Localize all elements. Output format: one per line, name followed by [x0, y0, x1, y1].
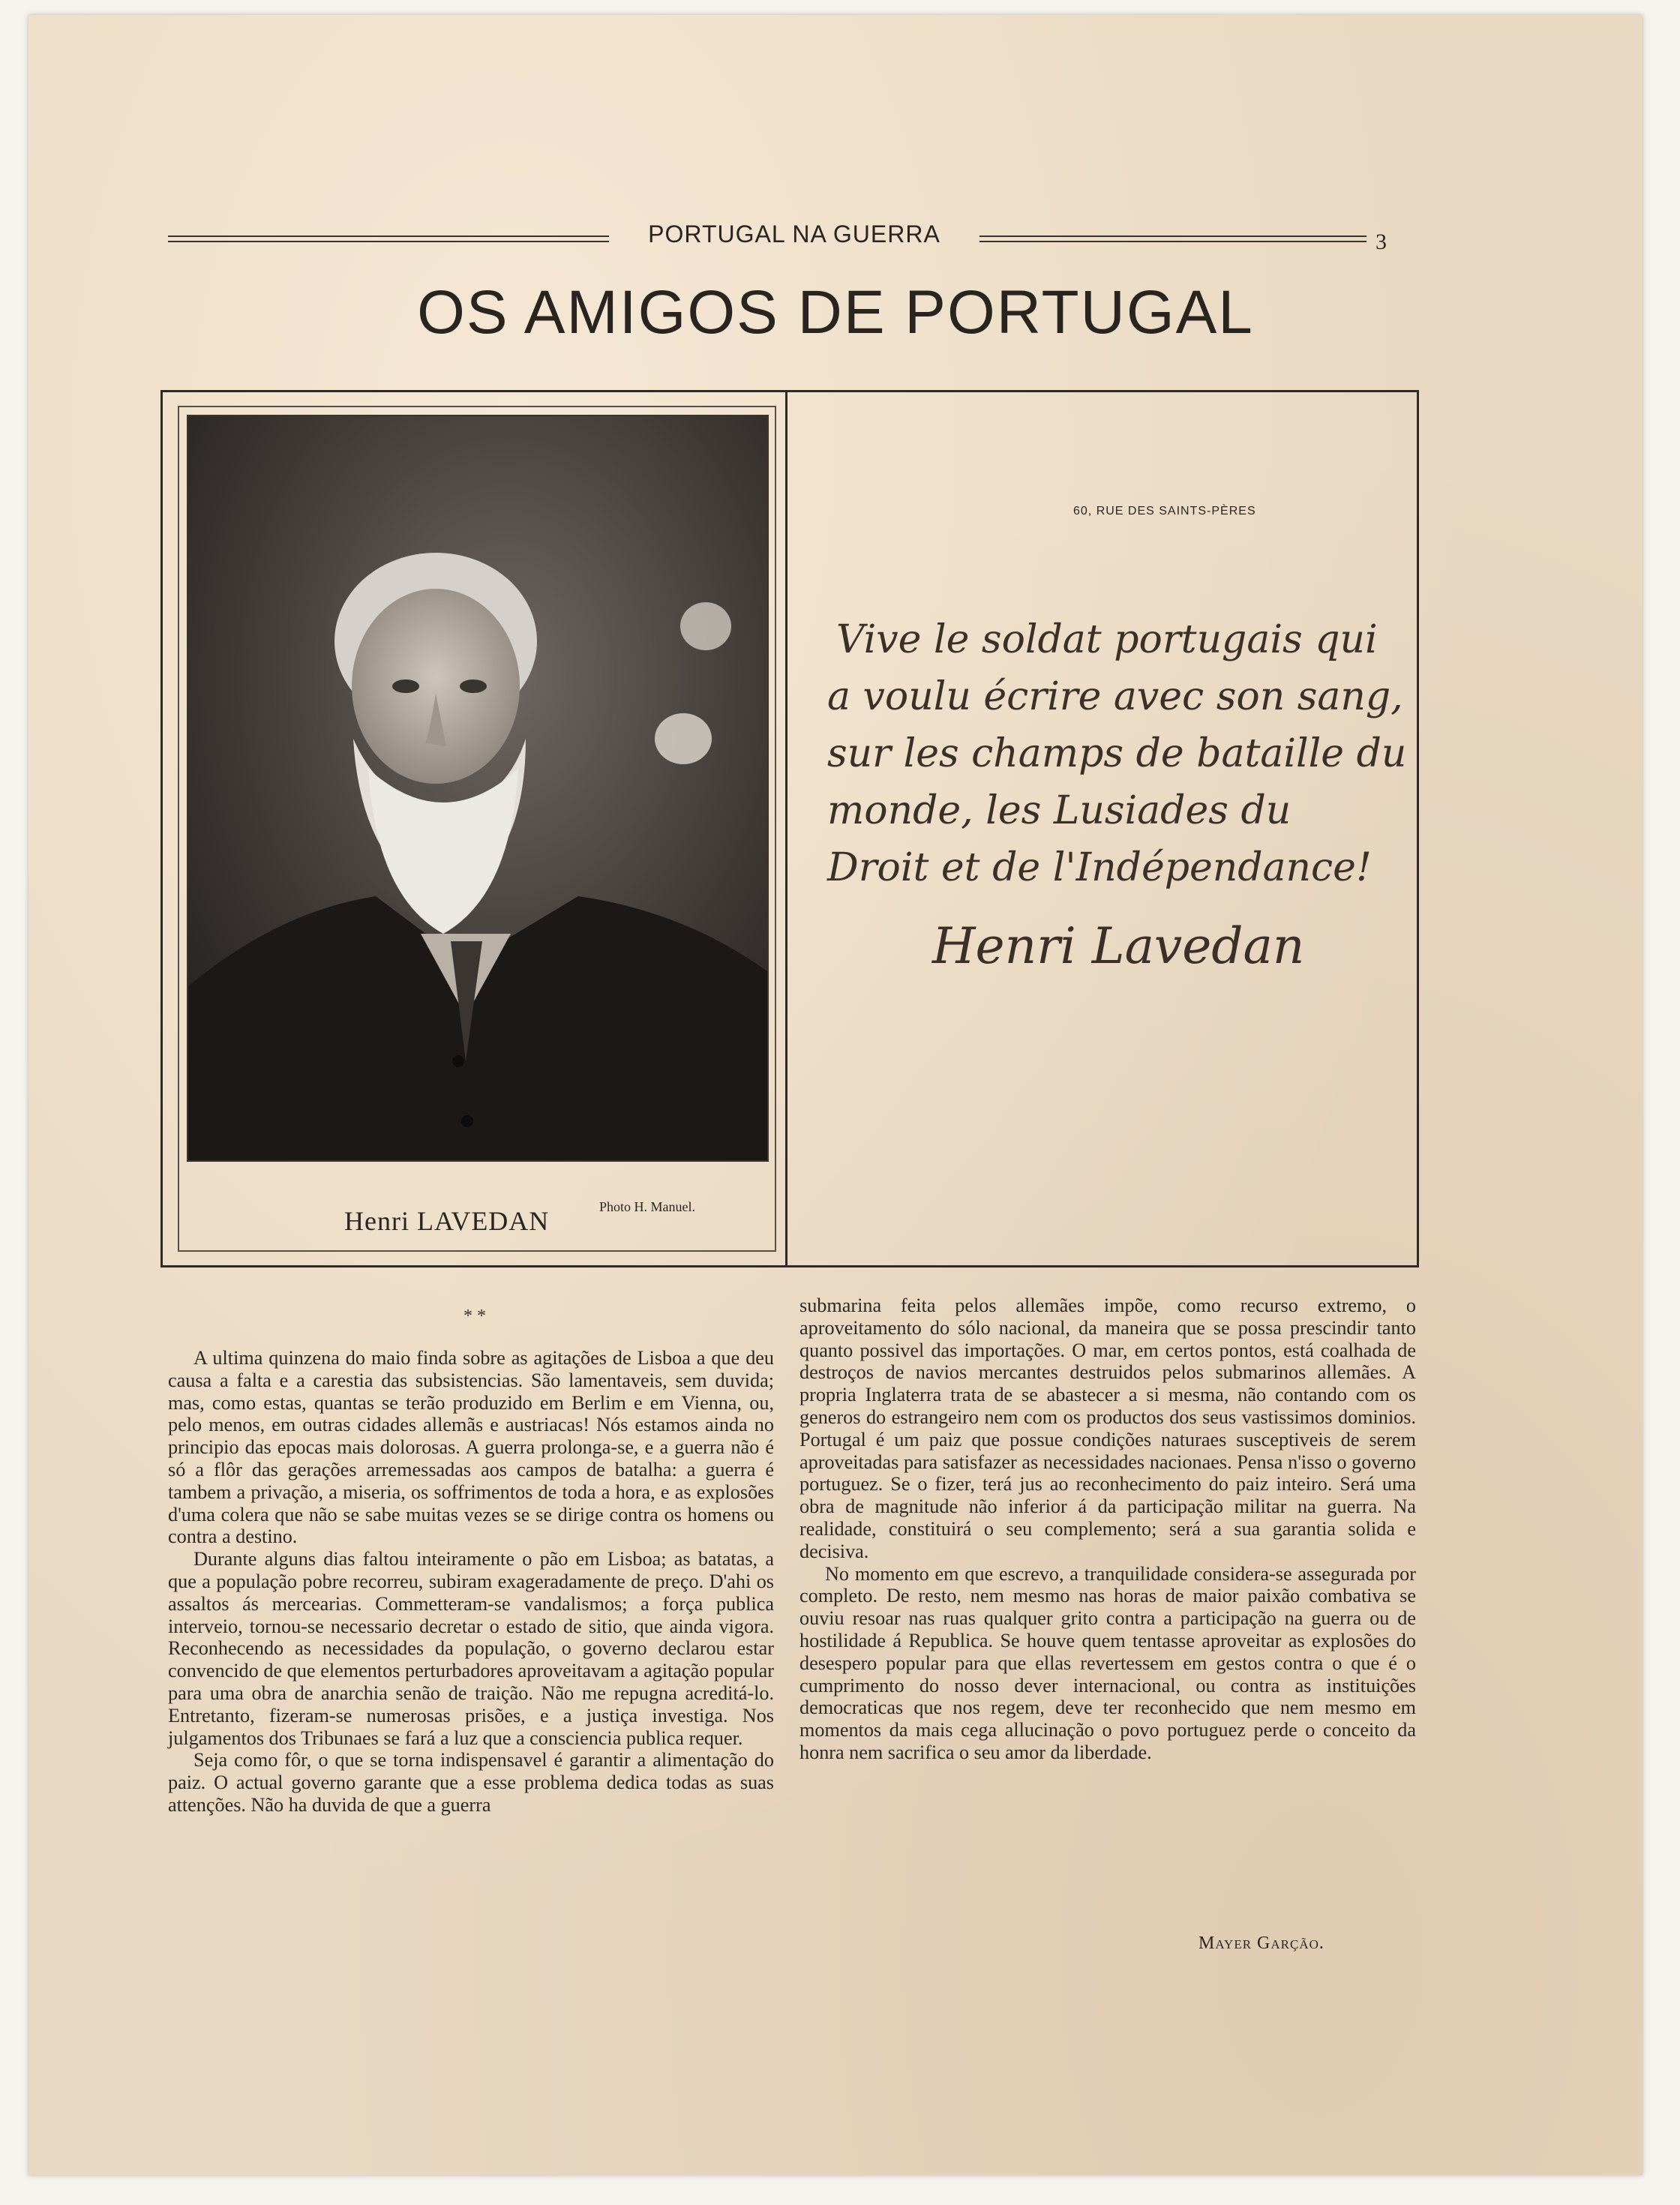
illustration-frame	[160, 390, 1419, 1268]
letter-line-4: monde, les Lusiades du	[827, 788, 1292, 833]
magazine-page	[28, 15, 1642, 2175]
section-ornament: * *	[464, 1306, 486, 1326]
photo-credit: Photo H. Manuel.	[599, 1199, 695, 1214]
letterhead-address: 60, RUE DES SAINTS-PÈRES	[1073, 505, 1256, 518]
header-rule-left	[168, 236, 609, 237]
frame-divider	[785, 392, 788, 1265]
portrait-illustration	[188, 416, 767, 1160]
letter-line-5: Droit et de l'Indépendance!	[827, 845, 1372, 890]
article-column-left	[168, 1347, 774, 1816]
article-column-right	[800, 1294, 1416, 1764]
article-title: OS AMIGOS DE PORTUGAL	[417, 278, 1254, 346]
portrait-photo	[187, 415, 769, 1162]
letter-line-1: Vive le soldat portugais qui	[836, 617, 1378, 662]
paragraph: No momento em que escrevo, a tranquilidade considera-se assegurada por completo. De resto, nem mesmo nas horas de maior paixão combativa se ouviu resoar nas ruas qualquer grito contra a participação na guerra ou de hostilidade á Republica. Se houve quem tentasse aproveitar as explosões do desespero popular para que ellas revertessem em gestos contra o que é o cumprimento do nosso dever internacional, ou contra as instituições democraticas que nos regem, deve ter reconhecido que nem mesmo em momentos da mais cega allucinação o povo portuguez perde o conceito da honra nem sacrifica o seu amor da liberdade.	[800, 1562, 1416, 1763]
paragraph: submarina feita pelos allemães impõe, como recurso extremo, o aproveitamento do sólo nacional, da maneira que se possa prescindir tanto quanto possivel das importações. O mar, em certos pontos, está coalhada de destroços de navios mercantes destruidos pelos submarinos allemães. A propria Inglaterra trata de se abastecer a si mesma, não contando com os generos do estrangeiro nem com os productos dos seus vastissimos dominios. Portugal é um paiz que possue condições naturaes susceptiveis de serem aproveitadas para satisfazer as necessidades nacionaes. Pensa n'isso o governo portuguez. Se o fizer, terá jus ao reconhecimento do paiz inteiro. Será uma obra de magnitude não inferior á da participação militar na guerra. Na realidade, constituirá o seu complemento; será a sua garantia solida e decisiva.	[800, 1294, 1416, 1562]
header-rule-right	[980, 236, 1366, 237]
paragraph: A ultima quinzena do maio finda sobre as agitações de Lisboa a que deu causa a falta e a carestia das subsistencias. São lamentaveis, sem duvida; mas, como estas, quantas se terão produzido em Berlim e em Vienna, ou, pelo menos, em outras cidades allemãs e austriacas! Nós estamos ainda no principio das epocas mais dolorosas. A guerra prolonga-se, e a guerra não é só a flôr das gerações arremessadas aos campos de batalha: a guerra é tambem a privação, a miseria, os soffrimentos de toda a hora, e as explosões d'uma colera que não se sabe muitas vezes se se dirige contra os homens ou contra a destino.	[168, 1347, 774, 1548]
portrait-caption: Henri LAVEDAN	[344, 1206, 550, 1236]
paragraph: Durante alguns dias faltou inteiramente o pão em Lisboa; as batatas, a que a população pobre recorreu, subiram exageradamente de preço. D'ahi os assaltos ás mercearias. Commetteram-se vandalismos; a força publica interveio, tornou-se necessario decretar o estado de sitio, que ainda vigora. Reconhecendo as necessidades da população, o governo declarou estar convencido de que elementos perturbadores aproveitavam a agitação popular para uma obra de anarchia senão de traição. Não me repugna acreditá-lo. Entretanto, fizeram-se numerosas prisões, e a justiça investiga. Nos julgamentos dos Tribunaes se fará a luz que a consciencia publica requer.	[168, 1548, 774, 1749]
letter-line-2: a voulu écrire avec son sang,	[827, 674, 1403, 719]
letter-line-3: sur les champs de bataille du	[827, 731, 1407, 776]
photo-panel	[178, 406, 776, 1252]
running-header	[168, 216, 1413, 258]
letter-signature: Henri Lavedan	[932, 917, 1305, 975]
page-number: 3	[1376, 230, 1387, 254]
author-signature: Mayer Garção.	[1198, 1934, 1324, 1953]
paragraph: Seja como fôr, o que se torna indispensavel é garantir a alimentação do paiz. O actual governo garante que a esse problema dedica todas as suas attenções. Não ha duvida de que a guerra	[168, 1749, 774, 1816]
handwritten-letter	[790, 392, 1417, 1265]
journal-name: PORTUGAL NA GUERRA	[648, 220, 940, 248]
